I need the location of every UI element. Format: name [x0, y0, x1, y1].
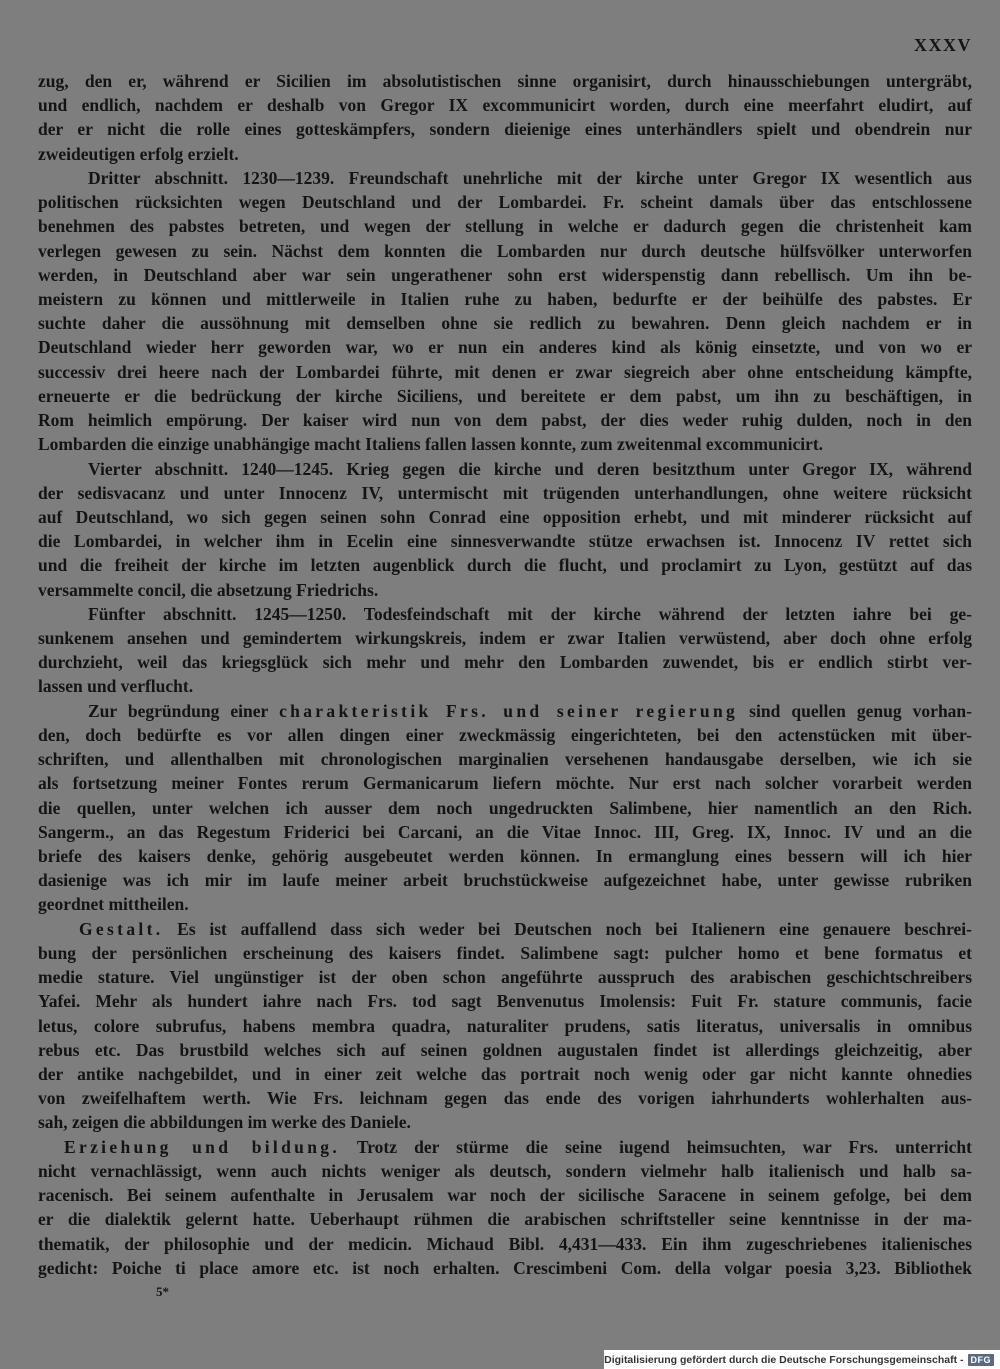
printer-signature: 5*: [156, 1284, 169, 1299]
text-line: letus, colore subrufus, habens membra quadra, naturaliter prudens, satis literatus, universalis in omnibus: [38, 1015, 972, 1036]
text-line: der sedisvacanz und unter Innocenz IV, untermischt mit trügenden unterhandlungen, ohne weitere rücksicht: [38, 482, 972, 503]
text-line: erneuerte er die bedrückung der kirche Siciliens, und bereitete er dem pabst, um ihn zu beschäftigen, in: [38, 385, 972, 406]
text-line: bung der persönlichen erscheinung des kaisers findet. Salimbene sagt: pulcher homo et bene formatus et: [38, 942, 972, 963]
text-line: werden, in Deutschland aber war sein ungerathener sohn erst widerspenstig dann rebellisch. Um ihn be-: [38, 264, 972, 285]
text-segment: sind quellen genug vorhan-: [738, 700, 972, 721]
text-line: rebus etc. Das brustbild welches sich auf seinen goldnen augustalen findet ist allerdings gleichzeitig, aber: [38, 1039, 972, 1060]
page-number: XXXV: [914, 35, 972, 55]
text-line: Yafei. Mehr als hundert iahre nach Frs. tod sagt Benvenutus Imolensis: Fuit Fr. stature communis, facie: [38, 991, 972, 1012]
text-line: die quellen, unter welchen ich ausser dem noch ungedruckten Salimbene, hier namentlich an den Rich.: [38, 797, 972, 818]
text-line: [38, 699, 972, 723]
spaced-heading: Erziehung und bildung.: [64, 1136, 341, 1157]
text-line: Deutschland wieder herr geworden war, wo er nun ein anderes kind als könig einsetzte, und von wo er: [38, 337, 972, 358]
text-line: versammelte concil, die absetzung Friedrichs.: [38, 579, 379, 600]
text-line: suchte daher die aussöhnung mit demselben ohne sie redlich zu bewahren. Denn gleich nachdem er in: [38, 313, 972, 334]
text-line: medie stature. Viel ungünstiger ist der oben schon angeführte ausspruch des arabischen geschichtschreibers: [38, 967, 972, 988]
text-line: thematik, der philosophie und der medicin. Michaud Bibl. 4,431—433. Ein ihm zugeschriebenes italienisches: [38, 1233, 972, 1254]
text-line: [38, 917, 972, 941]
text-line: Lombarden die einzige unabhängige macht Italiens fallen lassen konnte, zum zweitenmal excommunicirt.: [38, 434, 824, 455]
text-segment: Es ist auffallend dass sich weder bei Deutschen noch bei Italienern eine genauere beschrei-: [163, 918, 972, 939]
book-page-text: [38, 69, 972, 1280]
text-line: die Lombardei, in welcher ihm in Ecelin eine sinnesverwandte stütze erwachsen ist. Innocenz IV rettet sich: [38, 531, 972, 552]
text-line: gedicht: Poiche ti place amore etc. ist noch erhalten. Crescimbeni Com. della volgar poesia 3,23. Bibliothek: [38, 1257, 972, 1278]
text-line: nicht vernachlässigt, wenn auch nichts weniger als deutsch, sondern vielmehr halb italienisch und halb sa-: [38, 1160, 972, 1181]
spaced-heading: Gestalt.: [79, 918, 164, 939]
text-line: durchzieht, weil das kriegsglück sich mehr und mehr den Lombarden zuwendet, bis er endlich stirbt ver-: [38, 652, 972, 673]
text-line: und endlich, nachdem er deshalb von Gregor IX excommunicirt worden, durch eine meerfahrt eludirt, auf: [38, 95, 972, 116]
text-line: meistern zu können und mittlerweile in Italien ruhe zu haben, bedurfte er der beihülfe des pabstes. Er: [38, 288, 972, 309]
text-line: benehmen des pabstes betreten, und wegen der stellung in welche er dadurch gegen die christenheit kam: [38, 216, 972, 237]
text-line: sah, zeigen die abbildungen im werke des Daniele.: [38, 1112, 411, 1133]
text-line: Vierter abschnitt. 1240—1245. Krieg gegen die kirche und deren besitzthum unter Gregor IX, während: [88, 458, 972, 479]
text-line: verlegen gewesen zu sein. Nächst dem konnten die Lombarden nur durch deutsche hülfsvölker unterworfen: [38, 240, 972, 261]
digitization-credit-bar: [604, 1350, 1000, 1369]
text-line: und die freiheit der kirche im letzten augenblick durch die flucht, und proclamirt zu Lyon, gestützt auf das: [38, 555, 972, 576]
text-line: dasienige was ich mir im laufe meiner arbeit bruchstückweise aufgezeichnet habe, unter gewisse rubriken: [38, 870, 972, 891]
text-segment: Trotz der stürme die seine iugend heimsuchten, war Frs. unterricht: [340, 1136, 972, 1157]
text-line: geordnet mittheilen.: [38, 894, 189, 915]
text-line: briefe des kaisers denke, gehörig ausgebeutet werden können. In ermanglung eines bessern will ich hier: [38, 846, 972, 866]
text-segment: Zur begründung einer: [88, 700, 280, 721]
text-line: Sangerm., an das Regestum Friderici bei Carcani, an die Vitae Innoc. III, Greg. IX, Innoc. IV und an die: [38, 821, 972, 842]
text-line: den, doch bedürfte es vor allen dingen einer zweckmässig eingerichteten, bei den actenstücken mit über-: [38, 724, 972, 745]
text-line: der antike nachgebildet, und in einer zeit welche das portrait noch wenig oder gar nicht kannte ohnedies: [38, 1063, 972, 1084]
text-line: politischen rücksichten wegen Deutschland und der Lombardei. Fr. scheint damals über das entschlossene: [38, 192, 972, 213]
text-line: auf Deutschland, wo sich gegen seinen sohn Conrad eine opposition erhebt, und mit minderer rücksicht auf: [38, 506, 972, 527]
text-line: Dritter abschnitt. 1230—1239. Freundschaft unehrliche mit der kirche unter Gregor IX wesentlich aus: [88, 167, 972, 188]
text-line: sunkenem ansehen und gemindertem wirkungskreis, indem er zwar Italien verwüstend, aber doch ohne erfolg: [38, 628, 972, 649]
text-line: zweideutigen erfolg erzielt.: [38, 143, 239, 164]
spaced-heading: charakteristik Frs. und seiner regierung: [279, 700, 739, 721]
text-line: von zweifelhaftem werth. Wie Frs. leichnam gegen das ende des vorigen iahrhunderts wohlerhalten aus-: [38, 1088, 972, 1109]
text-line: der er nicht die rolle eines gotteskämpfers, sondern dieienige eines unterhändlers spielt und obendrein nur: [38, 119, 972, 140]
text-line: successiv drei heere nach der Lombardei führte, mit denen er zwar siegreich aber ohne entscheidung kämpfte,: [38, 361, 972, 382]
text-line: Rom heimlich empörung. Der kaiser wird nun von dem pabst, der dies weder ruhig dulden, noch in den: [38, 410, 972, 431]
text-line: lassen und verflucht.: [38, 676, 194, 697]
text-line: zug, den er, während er Sicilien im absolutistischen sinne organisirt, durch hinausschiebungen untergräbt,: [38, 71, 972, 91]
text-line: er die dialektik gelernt hatte. Ueberhaupt rühmen die arabischen schriftsteller seine kenntnisse in der ma-: [38, 1209, 972, 1230]
text-line: Fünfter abschnitt. 1245—1250. Todesfeindschaft mit der kirche während der letzten iahre bei ge-: [88, 603, 972, 624]
text-line: [38, 1135, 972, 1159]
text-line: als fortsetzung meiner Fontes rerum Germanicarum liefern möchte. Nur erst nach solcher vorarbeit werden: [38, 773, 972, 794]
text-line: racenisch. Bei seinem aufenthalte in Jerusalem war noch der sicilische Saracene in seinem gefolge, bei dem: [38, 1185, 972, 1206]
digitization-credit: Digitalisierung gefördert durch die Deutsche Forschungsgemeinschaft -: [604, 1353, 964, 1366]
dfg-logo-icon: DFG: [968, 1354, 995, 1366]
text-line: schriften, und allenthalben mit chronologischen marginalien versehenen handausgabe derselben, wie ich sie: [38, 749, 972, 770]
